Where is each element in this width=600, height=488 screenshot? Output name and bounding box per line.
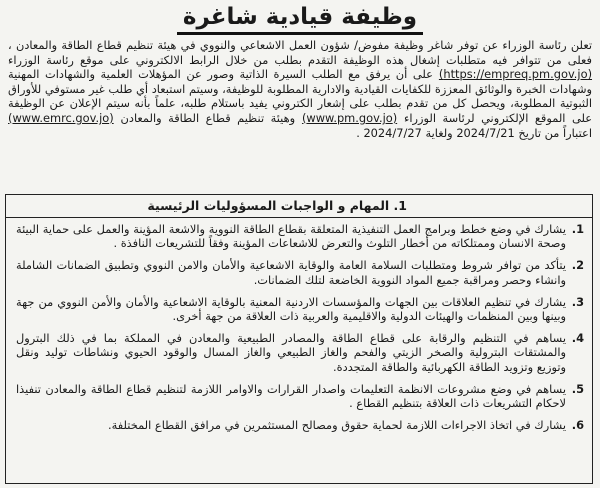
intro-text-middle: على أن يرفق مع الطلب السيرة الذاتية وصور عن المؤهلات العلمية والشهادات المهنية وشهادات الخبرة والوثائق المعززة للكفايات القيادية والادارية المطلوبة للوظيفة، وسيتم استبعاد أي طلب غير مستوفي للأوراق الثبوتية المطلوبة، ويحصل كل من تقدم بطلب على إشعار الكتروني يفيد باستلام طلبه، علماً بأنه سيتم الإعلان عن الوظيفة على الموقع الإلكتروني لرئاسة الوزراء — [8, 67, 593, 125]
item-text: يشارك في تنظيم العلاقات بين الجهات والمؤسسات الاردنية المعنية بالوقاية الاشعاعية والأمان والأمن النووي من جهة وبينها وبين المنظمات والهيئات الدولية والاقليمية والعربية ذات العلاقة من جهة أخرى. — [16, 294, 566, 324]
item-text: يشارك في اتخاذ الاجراءات اللازمة لحماية حقوق ومصالح المستثمرين في مرافق القطاع المختلفة. — [108, 418, 566, 433]
list-item — [16, 331, 584, 374]
empreq-link[interactable]: (https://empreq.pm.gov.jo) — [438, 67, 593, 82]
duties-list — [6, 218, 592, 432]
list-item — [16, 295, 584, 323]
item-number: 3. — [571, 294, 584, 309]
list-item — [16, 258, 584, 286]
emrc-website-link[interactable]: (www.emrc.gov.jo) — [8, 110, 114, 125]
page-title: وظيفة قيادية شاغرة — [177, 2, 423, 35]
item-text: يشارك في وضع خطط وبرامج العمل التنفيذية المتعلقة بقطاع الطاقة النووية والاشعة المؤينة والعمل على حماية البيئة وصحة الانسان وممتلكاته من أخطار التلوث والتعرض للاشعاعات المؤينة وفقاً للتشريعات النافذة . — [16, 222, 566, 251]
item-text: يساهم في وضع مشروعات الانظمة التعليمات واصدار القرارات والاوامر اللازمة لتنظيم قطاع الطاقة والمعادن تنفيذا لاحكام التشريعات ذات العلاقة بتنظيم القطاع . — [16, 381, 566, 411]
list-item — [16, 418, 584, 432]
section-title: المهام و الواجبات المسؤوليات الرئيسية — [147, 198, 390, 213]
item-text: يتأكد من توافر شروط ومتطلبات السلامة العامة والوقاية الاشعاعية والأمان والامن النووي وتطبيق الضمانات الشاملة وانشاء وحصر ومراقبة جميع المواد النووية الخاضعة لتلك الضمانات. — [16, 258, 566, 287]
intro-text-start: تعلن رئاسة الوزراء عن توفر شاغر وظيفة مفوض/ شؤون العمل الاشعاعي والنووي في هيئة تنظيم قطاع الطاقة والمعادن ، فعلى من تتوافر فيه متطلبات إشغال هذه الوظيفة التقدم بطلب من خلال الرابط الالكتروني على موقع رئاسة الوزراء — [8, 38, 592, 67]
section-number: 1. — [393, 198, 407, 213]
duties-section — [5, 194, 593, 484]
item-number: 6. — [571, 418, 584, 433]
item-number: 4. — [571, 331, 584, 346]
list-item — [16, 382, 584, 410]
title-wrap — [0, 2, 600, 35]
pm-website-link[interactable]: (www.pm.gov.jo) — [301, 110, 398, 125]
item-number: 5. — [571, 381, 584, 396]
list-item — [16, 222, 584, 250]
intro-date-range: اعتباراً من تاريخ 2024/7/21 ولغاية 2024/7/27 . — [356, 125, 592, 140]
item-text: يساهم في التنظيم والرقابة على قطاع الطاقة والمصادر الطبيعية والمعادن في المملكة بما في ذلك البترول والمشتقات البترولية والصخر الزيتي والفحم والغاز الطبيعي والغاز المسال والوقود الحيوي ونشاطات توليد ونقل وتوزيع وتزويد الطاقة الكهربائية والطاقة المتجددة. — [16, 331, 566, 374]
item-number: 2. — [571, 258, 584, 273]
section-heading — [6, 195, 592, 218]
item-number: 1. — [571, 222, 584, 236]
intro-and-emrc: وهيئة تنظيم قطاع الطاقة والمعادن — [120, 110, 296, 125]
intro-paragraph — [8, 38, 592, 140]
